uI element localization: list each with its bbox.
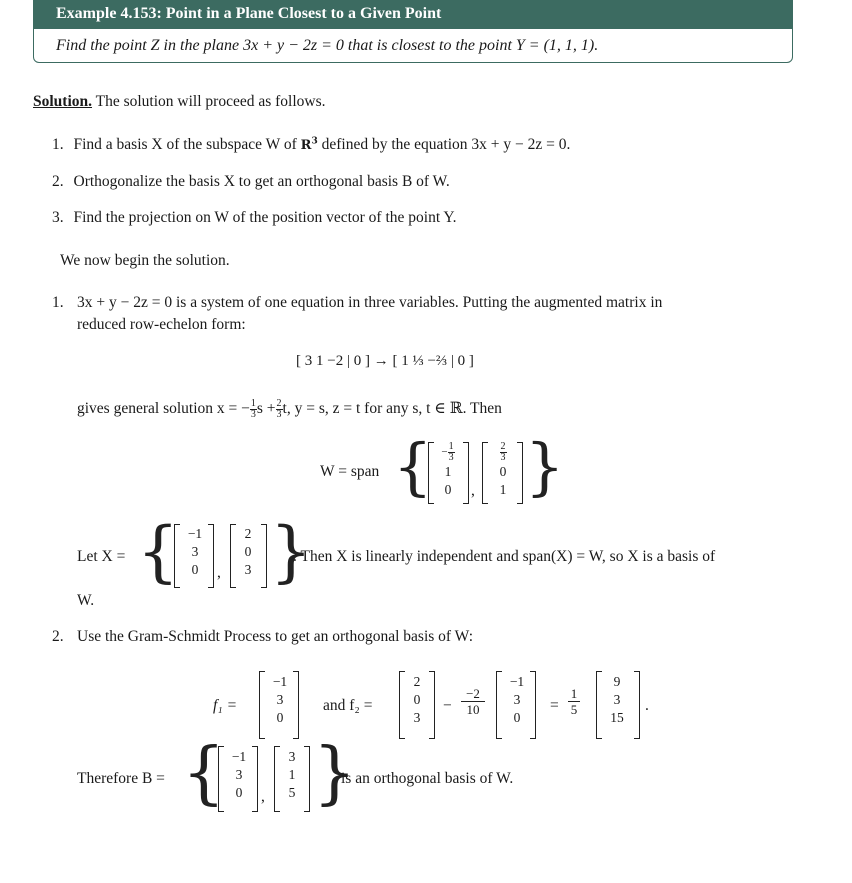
period: . bbox=[645, 697, 649, 714]
left-brace: { bbox=[137, 513, 179, 590]
f1-label: f₁ = bbox=[213, 697, 238, 714]
step1-line1: 3x + y − 2z = 0 is a system of one equation in three variables. Putting the augmented matrix in bbox=[77, 294, 663, 311]
row-reduction: [ 3 1 −2 | 0 ] → [ 1 ⅓ −⅔ | 0 ] bbox=[296, 353, 474, 369]
left-brace: { bbox=[393, 430, 433, 503]
and-f2-label: and f₂ = bbox=[323, 697, 373, 714]
right-brace: } bbox=[313, 734, 357, 813]
vector-x1-copy: −1 3 0 bbox=[509, 674, 525, 725]
let-x-label: Let X = bbox=[77, 548, 126, 565]
w-end: W. bbox=[77, 592, 95, 609]
vector-f2-result: 9 3 15 bbox=[610, 674, 624, 725]
vector-b1: −1 3 0 bbox=[231, 749, 247, 800]
solution-intro-text: The solution will proceed as follows. bbox=[95, 93, 326, 110]
plan-step-text: Orthogonalize the basis X to get an orthogonal basis B of W. bbox=[73, 173, 450, 190]
plan-step-number: 2. bbox=[52, 173, 64, 190]
step1-number: 1. bbox=[52, 294, 64, 311]
real-numbers-symbol: $R^3$ bbox=[300, 136, 318, 153]
bracket-right bbox=[634, 671, 640, 739]
general-solution bbox=[77, 399, 502, 420]
plan-step-text-end: defined by the equation 3x + y − 2z = 0. bbox=[317, 136, 571, 153]
bracket-right bbox=[293, 671, 299, 739]
comma: , bbox=[217, 564, 221, 581]
step2-text: Use the Gram-Schmidt Process to get an orthogonal basis of W: bbox=[77, 628, 474, 645]
fraction: $\frac{1}{3}$ bbox=[250, 398, 256, 420]
right-brace: } bbox=[525, 430, 565, 503]
step1-line2: reduced row-echelon form: bbox=[77, 316, 246, 333]
bracket-right bbox=[252, 746, 258, 812]
right-brace: } bbox=[270, 513, 312, 590]
bracket-right bbox=[208, 524, 214, 588]
step2-number: 2. bbox=[52, 628, 64, 645]
comma: , bbox=[471, 482, 475, 499]
minus-sign: − bbox=[443, 697, 452, 714]
solution-intro bbox=[33, 93, 326, 111]
general-solution-part: s + bbox=[256, 400, 276, 418]
vector-w-basis-1: − $\frac{1}{3}$ 1 0 bbox=[441, 441, 454, 497]
plan-step-3 bbox=[52, 209, 457, 227]
vector-b2: 3 1 5 bbox=[288, 749, 296, 800]
vector-x2-copy: 2 0 3 bbox=[413, 674, 421, 725]
general-solution-part: gives general solution x = − bbox=[77, 400, 250, 418]
solution-label: Solution. bbox=[33, 93, 93, 110]
bracket-right bbox=[463, 442, 469, 504]
vector-w-basis-2: $\frac{2}{3}$ 0 1 bbox=[499, 441, 507, 497]
therefore-label: Therefore B = bbox=[77, 770, 165, 787]
plan-step-text: Find the projection on W of the position vector of the point Y. bbox=[73, 209, 457, 226]
general-solution-part: t, y = s, z = t for any s, t ∈ ℝ. Then bbox=[282, 400, 502, 418]
vector-x2: 2 0 3 bbox=[244, 526, 252, 577]
x-independent-text: . Then X is linearly independent and span(X) = W, so X is a basis of bbox=[293, 548, 716, 565]
example-box bbox=[33, 0, 793, 63]
bracket-right bbox=[304, 746, 310, 812]
begin-text: We now begin the solution. bbox=[60, 252, 230, 269]
bracket-right bbox=[530, 671, 536, 739]
bracket-right bbox=[429, 671, 435, 739]
bracket-right bbox=[517, 442, 523, 504]
vector-f1: −1 3 0 bbox=[272, 674, 288, 725]
orthogonal-basis-text: is an orthogonal basis of W. bbox=[341, 770, 514, 787]
bracket-right bbox=[261, 524, 267, 588]
comma: , bbox=[261, 788, 265, 805]
vector-x1: −1 3 0 bbox=[187, 526, 203, 577]
plan-step-2 bbox=[52, 173, 450, 191]
fraction-one-fifth: 1 5 bbox=[568, 686, 580, 717]
equals-sign: = bbox=[550, 697, 559, 714]
example-statement: Find the point Z in the plane 3x + y − 2z = 0 that is closest to the point Y = (1, 1, 1). bbox=[56, 37, 599, 54]
example-title: Example 4.153: Point in a Plane Closest to a Given Point bbox=[34, 1, 792, 29]
fraction: $\frac{2}{3}$ bbox=[276, 398, 282, 420]
left-brace: { bbox=[182, 734, 226, 813]
plan-step-number: 3. bbox=[52, 209, 64, 226]
plan-step-number: 1. bbox=[52, 136, 64, 153]
fraction-minus-two-tenths: −2 10 bbox=[461, 686, 485, 717]
w-span-label: W = span bbox=[320, 463, 380, 480]
plan-step-text: Find a basis X of the subspace W of bbox=[73, 136, 301, 153]
plan-step-1 bbox=[52, 136, 570, 154]
